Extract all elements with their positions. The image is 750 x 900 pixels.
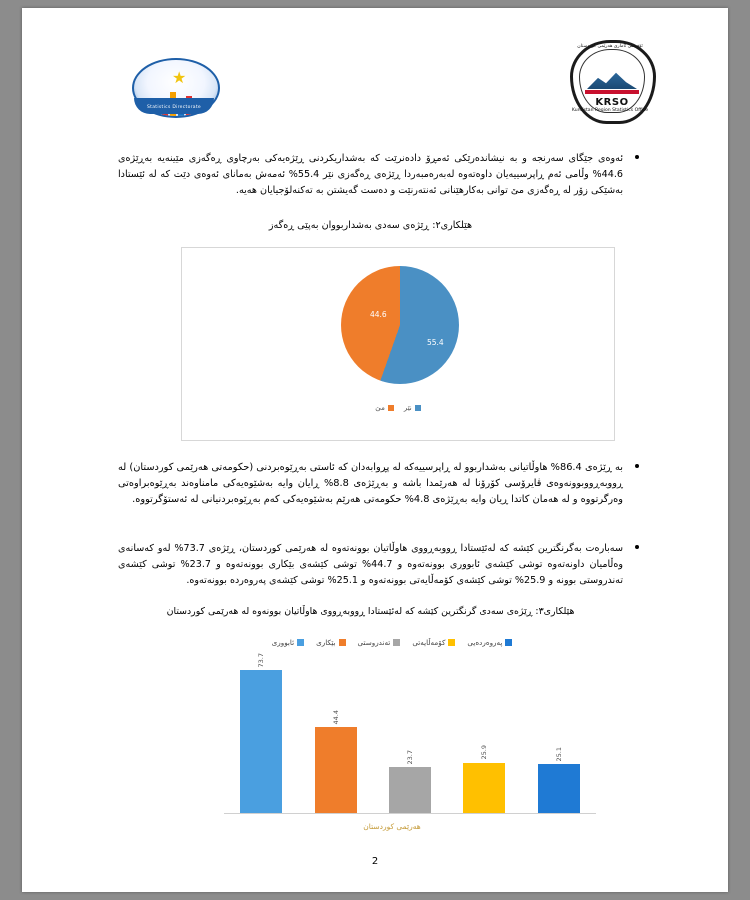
legend-item: [272, 638, 304, 647]
legend-label: بێکاری: [316, 638, 336, 647]
page-content: [22, 8, 728, 892]
paragraph-3-text: سەبارەت بەگرنگترین کێشە کە لەئێستادا ڕووبەڕووی هاوڵاتیان بوونەتەوە لە هەرێمی کوردستان، ڕێژەی 73.7% لەو کەسانەی وەڵامیان داونەتەوە توشی کێشەی ئابووری بوونەتەوە و 44.7% توشی کێشەی بێکاری بوونەتەوە و 23.7% توشی کێشەی تەندروستی بوونە و 25.9% توشی کێشەی کۆمەڵایەتی بوونەتەوە و 25.1% توشی کێشەی پەروەردە بوونەتەوە.: [118, 543, 623, 586]
legend-swatch-female: [388, 405, 394, 411]
pie-slice-label-male: 55.4: [427, 338, 444, 347]
pie-chart-legend: [182, 404, 614, 412]
bar-rect: [389, 767, 431, 813]
bar-chart-legend: [164, 638, 620, 647]
figure-2-caption: هێلکاری٢: ڕێژەی سەدی بەشداربووان بەپێی ڕەگەز: [268, 220, 473, 231]
logo-ribbon-text: Statistics Directorate: [134, 98, 214, 114]
legend-item-female: [375, 404, 394, 412]
legend-swatch: [393, 639, 400, 646]
legend-label: پەروەردەیی: [467, 638, 503, 647]
krso-arc-top-text: ئۆفیسی ئاماری هەرێمی کوردستان: [577, 44, 643, 49]
legend-item: [412, 638, 455, 647]
bar-value-label: 23.7: [405, 749, 414, 765]
krso-logo: [562, 38, 658, 120]
pie-slice-label-female: 44.6: [370, 310, 387, 319]
bar-chart-figure: [164, 628, 620, 846]
bar-chart-plot-area: [224, 652, 596, 814]
pie-chart-figure: [181, 247, 615, 441]
paragraph-1-text: ئەوەی جێگای سەرنجە و بە نیشاندەرێکی ئەمڕۆ دادەنرێت کە بەشداریکردنی ڕێژەیەکی بەرچاوی ڕەگەزی مێینەیە بەڕێژەی 44.6% وڵامی ئەم ڕاپرسییەیان داوەتەوە لەبەرەمبەردا ڕێژەی ڕەگەزی نێر 55.4% ئەمەش بەمانای ئەوەی دێت کە لە ئێستادا بەشێکی زۆر لە ڕەگەزی مێ توانی بەکارهێنانی ئەنتەرنێت و دەست گەیشتن بە تەکنەلۆجیایان هەیە.: [118, 153, 623, 196]
legend-swatch: [297, 639, 304, 646]
pie-chart: [341, 266, 459, 384]
paragraph-1: [118, 151, 623, 198]
legend-label: ئابووری: [271, 638, 295, 647]
bar-chart-x-axis-title: هەرێمی کوردستان: [363, 822, 421, 831]
bar-column: [387, 658, 433, 813]
krso-acronym: KRSO: [595, 97, 629, 108]
bar-value-label: 73.7: [257, 652, 266, 668]
legend-swatch: [505, 639, 512, 646]
bar-series: [224, 652, 596, 813]
star-icon: ★: [172, 68, 187, 87]
legend-swatch: [339, 639, 346, 646]
bar-column: [461, 658, 507, 813]
legend-label: کۆمەڵایەتی: [412, 638, 446, 647]
flag-stripe-icon: [585, 90, 639, 94]
legend-swatch-male: [415, 405, 421, 411]
bar-value-label: 25.9: [480, 745, 489, 760]
legend-swatch: [448, 639, 455, 646]
bullet-icon: [635, 464, 639, 468]
paragraph-2-text: بە ڕێژەی 86.4% هاوڵاتیانی بەشداربوو لە ڕاپرسییەکە لە پڕوابەدان کە ئاستی بەڕێوەبردنی (حکومەتی هەرێمی کوردستان) لە ڕووبەڕووبوونەوەی ڤایرۆسی کۆرۆنا لە هەرێمدا باشە و بەڕێژەی 8.8% ڕایان وایە بەشێوەیەکی مامناوەند بەڕێوەبراوەتی وەرگرتووە و لە هەمان کاتدا ڕیان وایە بەڕێژەی 4.8% حکومەتی هەرێم بەشێوەیەکی کەم بەڕێوەبردنیانی لە ئەستۆگرتووە.: [118, 462, 624, 506]
legend-item: [467, 638, 512, 647]
legend-item-male: [404, 404, 421, 412]
bar-column: [536, 658, 582, 813]
bullet-icon: [635, 545, 639, 549]
legend-label: تەندروستی: [357, 638, 391, 647]
bar-value-label: 25.1: [554, 746, 563, 762]
bar-rect: [538, 764, 580, 813]
paragraph-2: [118, 460, 623, 508]
bar-column: [238, 652, 284, 813]
legend-item: [316, 638, 345, 647]
page-number: 2: [371, 856, 379, 867]
legend-item: [358, 638, 401, 647]
paragraph-3: [118, 541, 623, 588]
bar-rect: [463, 763, 505, 813]
bar-value-label: 44.4: [331, 709, 340, 724]
document-page: [22, 8, 728, 892]
bullet-icon: [635, 155, 639, 159]
legend-label-male: نێر: [403, 404, 412, 412]
bar-rect: [240, 670, 282, 813]
legend-label-female: مێ: [375, 404, 385, 412]
bar-column: [313, 658, 359, 813]
sulaymaniyah-statistics-logo: [128, 40, 220, 118]
figure-3-caption: هێلکاری٣: ڕێژەی سەدی گرنگترین کێشە کە لەئێستادا ڕووبەڕووی هاوڵاتیان بوونەوە لە هەرێمی کوردستان: [166, 606, 575, 617]
bar-rect: [315, 727, 357, 813]
krso-arc-bottom-text: Kurdistan Region Statistics Office: [571, 108, 649, 113]
